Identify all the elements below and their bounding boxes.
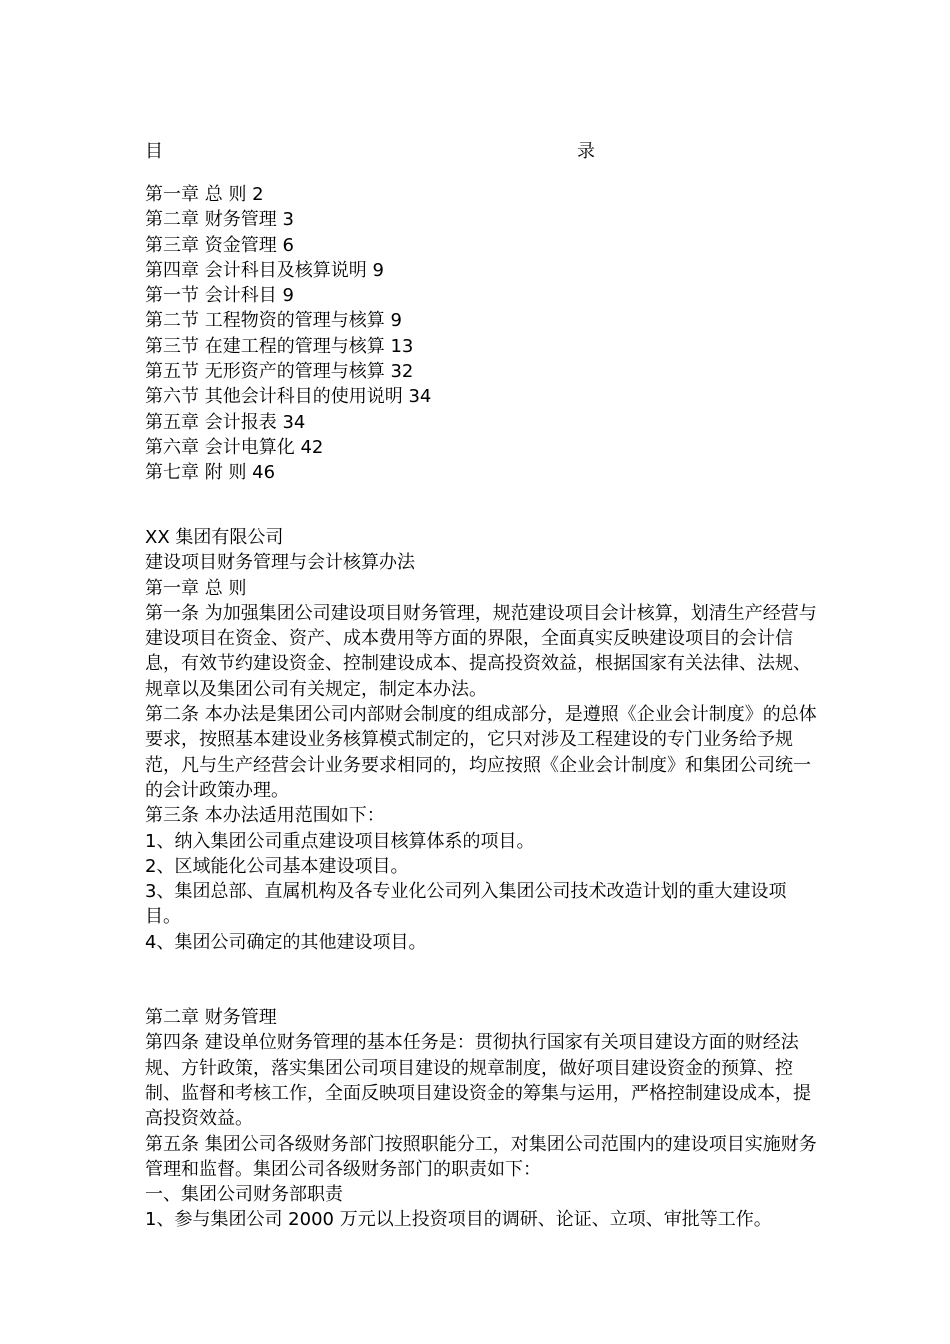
chapter-2-heading: 第二章 财务管理 [145,1007,277,1029]
toc-item: 第五章 会计报表 34 [145,411,306,433]
table-of-contents [145,182,431,486]
toc-title-right: 录 [577,141,595,162]
scope-item-3: 3、集团总部、直属机构及各专业化公司列入集团公司技术改造计划的重大建设项目。 [145,881,787,928]
document-title: 建设项目财务管理与会计核算办法 [145,552,415,574]
toc-item: 第六章 会计电算化 42 [145,436,324,458]
article-5: 第五条 集团公司各级财务部门按照职能分工，对集团公司范围内的建设项目实施财务管理和监督。集团公司各级财务部门的职责如下： [145,1133,817,1180]
section-gap [145,955,817,1005]
toc-item: 第二节 工程物资的管理与核算 9 [145,310,402,332]
article-2: 第二条 本办法是集团公司内部财会制度的组成部分，是遵照《企业会计制度》的总体要求，按照基本建设业务核算模式制定的，它只对涉及工程建设的专门业务给予规范，凡与生产经营会计业务要求相同的，均应按照《企业会计制度》和集团公司统一的会计政策办理。 [145,704,817,801]
toc-item: 第三章 资金管理 6 [145,234,294,256]
toc-title-left: 目 [145,141,163,162]
section-heading-finance-dept: 一、集团公司财务部职责 [145,1184,343,1206]
article-1: 第一条 为加强集团公司建设项目财务管理，规范建设项目会计核算，划清生产经营与建设项目在资金、资产、成本费用等方面的界限，全面真实反映建设项目的会计信息，有效节约建设资金、控制建设成本、提高投资效益，根据国家有关法律、法规、规章以及集团公司有关规定，制定本办法。 [145,602,817,700]
toc-item: 第一章 总 则 2 [145,184,264,205]
document-body [145,525,817,1233]
company-name: XX 集团有限公司 [145,527,284,548]
duty-item-1: 1、参与集团公司 2000 万元以上投资项目的调研、论证、立项、审批等工作。 [145,1209,772,1231]
scope-item-1: 1、纳入集团公司重点建设项目核算体系的项目。 [145,830,535,852]
toc-item: 第六节 其他会计科目的使用说明 34 [145,386,432,408]
scope-item-2: 2、区域能化公司基本建设项目。 [145,855,409,877]
toc-item: 第五节 无形资产的管理与核算 32 [145,361,414,383]
toc-item: 第一节 会计科目 9 [145,285,294,307]
toc-item: 第四章 会计科目及核算说明 9 [145,259,384,281]
toc-item: 第三节 在建工程的管理与核算 13 [145,335,414,357]
article-3: 第三条 本办法适用范围如下： [145,805,385,827]
scope-item-4: 4、集团公司确定的其他建设项目。 [145,931,427,953]
article-4: 第四条 建设单位财务管理的基本任务是：贯彻执行国家有关项目建设方面的财经法规、方针政策，落实集团公司项目建设的规章制度，做好项目建设资金的预算、控制、监督和考核工作，全面反映项目建设资金的筹集与运用，严格控制建设成本，提高投资效益。 [145,1032,811,1130]
toc-item: 第七章 附 则 46 [145,462,276,484]
toc-item: 第二章 财务管理 3 [145,209,294,231]
chapter-1-heading: 第一章 总 则 [145,577,247,599]
toc-title [145,137,605,163]
